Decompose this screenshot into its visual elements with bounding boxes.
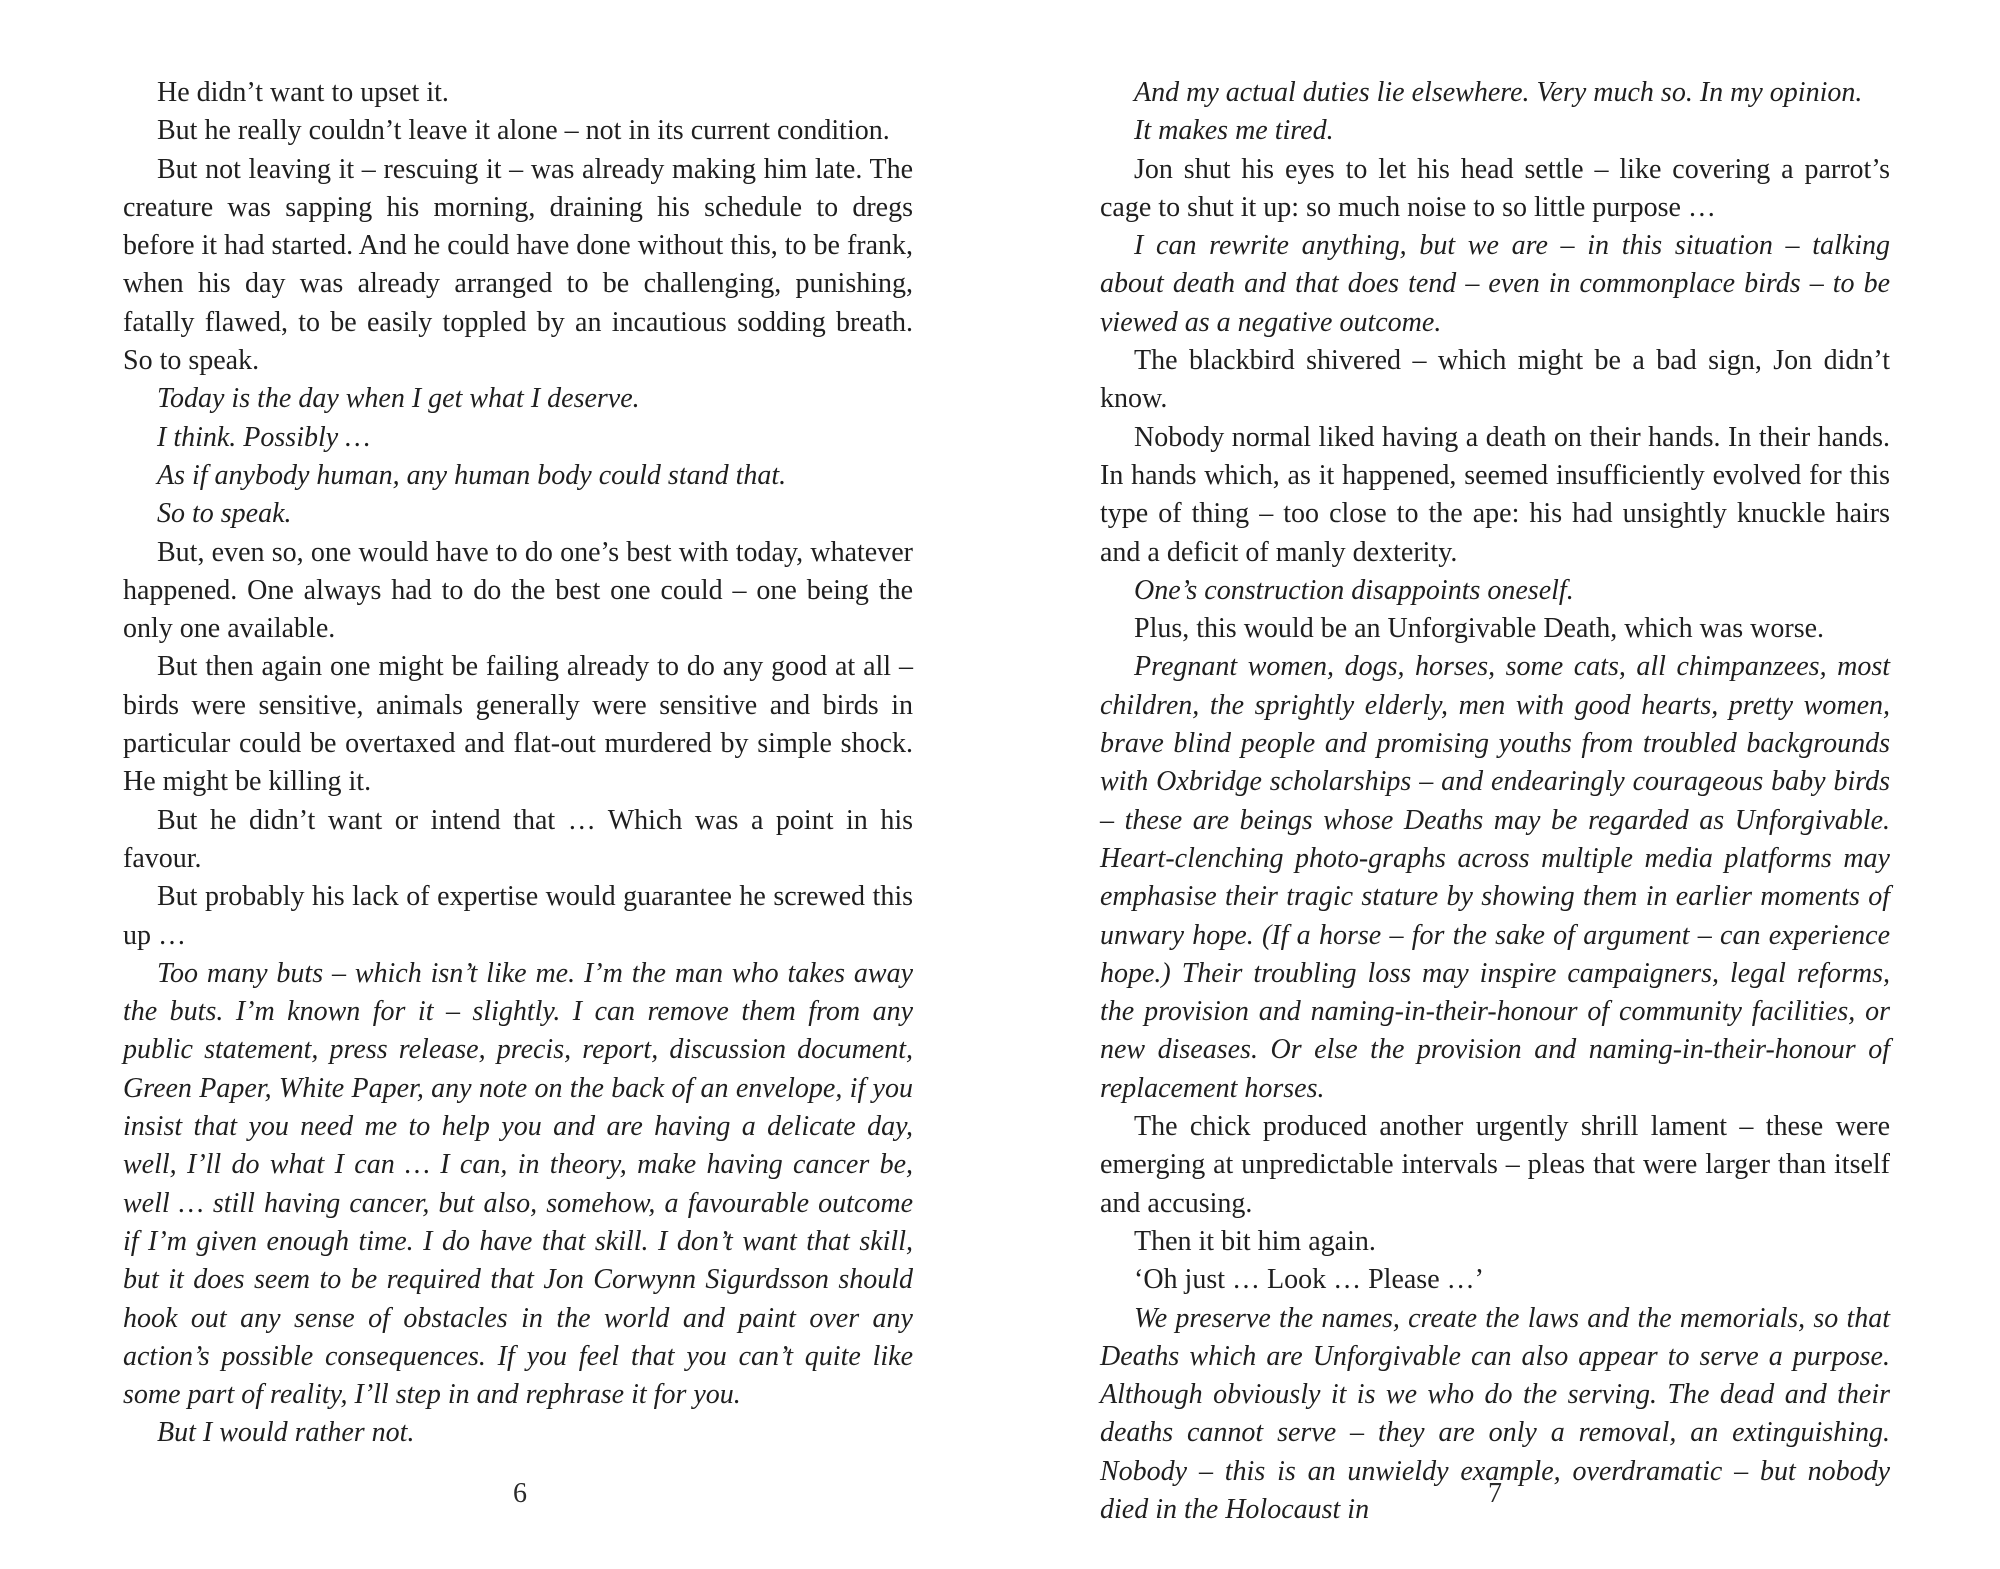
right-paragraph-10: The chick produced another urgently shrill lament – these were emerging at unpredictable intervals – pleas that were larger than itself and accusing.: [1100, 1111, 1890, 1219]
right-paragraph-4: I can rewrite anything, but we are – in this situation – talking about death and that does tend – even in commonplace birds – to be viewed as a negative outcome.: [1100, 230, 1890, 338]
left-paragraph-3: But not leaving it – rescuing it – was already making him late. The creature was sapping his morning, draining his schedule to dregs before it had started. And he could have done without this, to be frank, when his day was already arranged to be challenging, punishing, fatally flawed, to be easily toppled by an incautious sodding breath. So to speak.: [123, 153, 914, 377]
page-number-right: 7: [1488, 1478, 1502, 1509]
left-paragraph-5: I think. Possibly …: [157, 421, 371, 453]
left-page: [123, 74, 913, 1453]
left-paragraph-7: So to speak.: [157, 498, 292, 530]
right-paragraph-3: Jon shut his eyes to let his head settle – like covering a parrot’s cage to shut it up: so much noise to so little purpose …: [1100, 153, 1890, 223]
right-paragraph-1: And my actual duties lie elsewhere. Very much so. In my opinion.: [1134, 77, 1863, 108]
right-paragraph-8: Plus, this would be an Unforgivable Death, which was worse.: [1134, 613, 1825, 645]
left-paragraph-13: But I would rather not.: [157, 1417, 415, 1449]
page-number-left: 6: [513, 1478, 527, 1509]
right-page: [1100, 74, 1890, 1529]
left-paragraph-8: But, even so, one would have to do one’s best with today, whatever happened. One always had to do the best one could – one being the only one available.: [123, 536, 913, 645]
right-paragraph-7: One’s construction disappoints oneself.: [1134, 574, 1574, 606]
right-paragraph-11: Then it bit him again.: [1134, 1225, 1376, 1257]
right-paragraph-9: Pregnant women, dogs, horses, some cats, all chimpanzees, most children, the sprightly elderly, men with good hearts, pretty women, brave blind people and promising youths from troubled backgrounds with Oxbridge scholarships – and endearingly courageous baby birds – these are beings whose Deaths may be regarded as Unforgivable. Heart-clenching photo-graphs across multiple media platforms may emphasise their tragic stature by showing them in earlier moments of unwary hope. (If a horse – for the sake of argument – can experience hope.) Their troubling loss may inspire campaigners, legal reforms, the provision and naming-in-their-honour of community facilities, or new diseases. Or else the provision and naming-in-their-honour of replacement horses.: [1100, 651, 1890, 1104]
left-paragraph-9: But then again one might be failing already to do any good at all – birds were sensitive, animals generally were sensitive and birds in particular could be overtaxed and flat-out murdered by simple shock. He might be killing it.: [123, 651, 913, 798]
right-paragraph-2: It makes me tired.: [1134, 115, 1334, 147]
left-paragraph-11: But probably his lack of expertise would guarantee he screwed this up …: [123, 881, 913, 951]
right-paragraph-5: The blackbird shivered – which might be a bad sign, Jon didn’t know.: [1100, 345, 1890, 415]
left-paragraph-1: He didn’t want to upset it.: [157, 77, 449, 108]
left-paragraph-2: But he really couldn’t leave it alone – not in its current condition.: [157, 115, 890, 147]
left-paragraph-12: Too many buts – which isn’t like me. I’m the man who takes away the buts. I’m known for it – slightly. I can remove them from any public statement, press release, precis, report, discussion document, Green Paper, White Paper, any note on the back of an envelope, if you insist that you need me to help you and are having a delicate day, well, I’ll do what I can … I can, in theory, make having cancer be, well … still having cancer, but also, somehow, a favourable outcome if I’m given enough time. I do have that skill. I don’t want that skill, but it does seem to be required that Jon Corwynn Sigurdsson should hook out any sense of obstacles in the world and paint over any action’s possible consequences. If you feel that you can’t quite like some part of reality, I’ll step in and rephrase it for you.: [123, 957, 913, 1411]
right-paragraph-12: ‘Oh just … Look … Please …’: [1134, 1264, 1484, 1296]
left-paragraph-6: As if anybody human, any human body could stand that.: [157, 459, 787, 491]
left-paragraph-4: Today is the day when I get what I deserve.: [157, 383, 640, 415]
right-paragraph-6: Nobody normal liked having a death on their hands. In their hands. In hands which, as it happened, seemed insufficiently evolved for this type of thing – too close to the ape: his had unsightly knuckle hairs and a deficit of manly dexterity.: [1100, 421, 1890, 568]
left-paragraph-10: But he didn’t want or intend that … Which was a point in his favour.: [123, 804, 913, 874]
right-paragraph-13: We preserve the names, create the laws and the memorials, so that Deaths which are Unforgivable can also appear to serve a purpose. Although obviously it is we who do the serving. The dead and their deaths cannot serve – they are only a removal, an extinguishing. Nobody – this is an unwieldy example, overdramatic – but nobody died in the Holocaust in: [1100, 1302, 1890, 1525]
